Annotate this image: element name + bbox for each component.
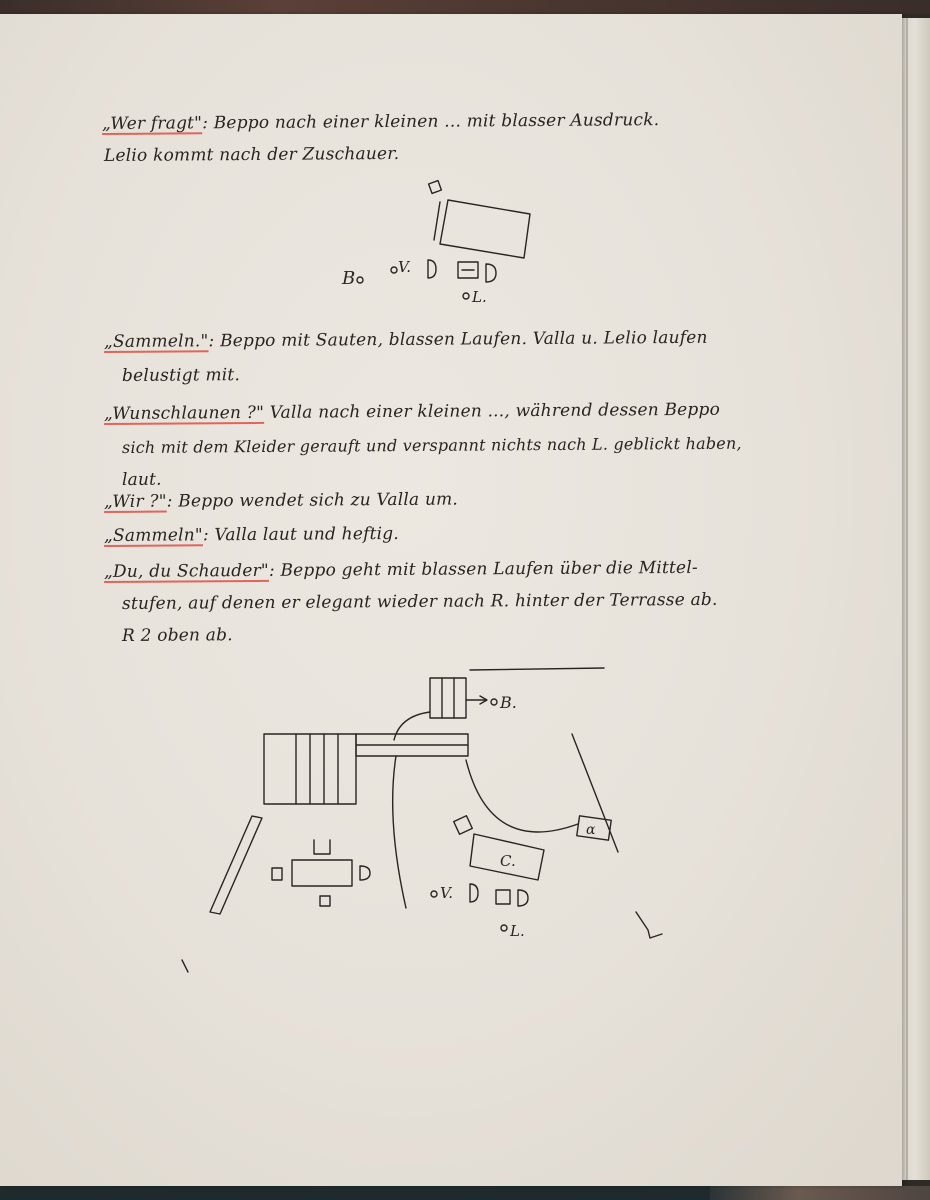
cue-word: „Wunschlaunen ?" <box>103 402 265 424</box>
position-marker <box>491 699 497 705</box>
label-b: B <box>342 268 356 289</box>
stage-direction: R 2 oben ab. <box>121 625 233 646</box>
stage-direction: : Beppo mit Sauten, blassen Laufen. Valla u. Lelio laufen <box>208 327 708 352</box>
stage-direction: : Beppo nach einer kleinen ... mit blasser Ausdruck. <box>202 110 660 134</box>
stage-direction: belustigt mit. <box>121 365 241 386</box>
stage-direction: : Beppo geht mit blassen Laufen über die Mittel- <box>268 557 698 581</box>
cue-word: „Sammeln" <box>103 525 203 546</box>
label-b: B. <box>500 693 517 712</box>
arc-line <box>466 760 578 832</box>
stage-direction: stufen, auf denen er elegant wieder nach R. hinter der Terrasse ab. <box>121 589 718 614</box>
label-v: V. <box>440 884 453 902</box>
label-l: L. <box>510 922 525 940</box>
cue-word: „Sammeln." <box>103 331 209 352</box>
seat-alpha <box>577 816 611 840</box>
stage-direction: laut. <box>121 469 162 490</box>
terrace-steps <box>356 734 468 756</box>
cue-word: „Wer fragt" <box>101 113 203 134</box>
stage-direction: : Valla laut und heftig. <box>202 523 399 546</box>
label-v: V. <box>398 258 411 276</box>
chair-marker <box>470 884 478 902</box>
chair-marker <box>518 890 528 906</box>
table-group <box>272 840 370 906</box>
stage-platform-c <box>470 834 544 880</box>
small-box-marker <box>454 816 473 835</box>
stage-direction: Valla nach einer kleinen ..., während dessen Beppo <box>264 399 721 423</box>
table-marker <box>496 890 510 904</box>
position-marker <box>431 891 437 897</box>
upper-stairs <box>394 678 466 740</box>
stroke-mark <box>636 912 662 938</box>
cue-word: „Du, du Schauder" <box>103 560 269 582</box>
label-c: C. <box>500 852 516 870</box>
stage-direction: : Beppo wendet sich zu Valla um. <box>166 489 459 512</box>
cue-word: „Wir ?" <box>103 491 167 512</box>
label-a: α <box>586 822 596 838</box>
position-marker <box>501 925 507 931</box>
stage-direction: sich mit dem Kleider gerauft und verspannt nichts nach L. geblickt haben, <box>121 433 742 457</box>
label-l: L. <box>472 288 487 306</box>
stage-direction: Lelio kommt nach der Zuschauer. <box>103 143 400 166</box>
backdrop-line <box>470 668 604 670</box>
side-bench <box>210 816 262 914</box>
aisle-line <box>393 756 406 908</box>
left-stairs <box>264 734 356 804</box>
